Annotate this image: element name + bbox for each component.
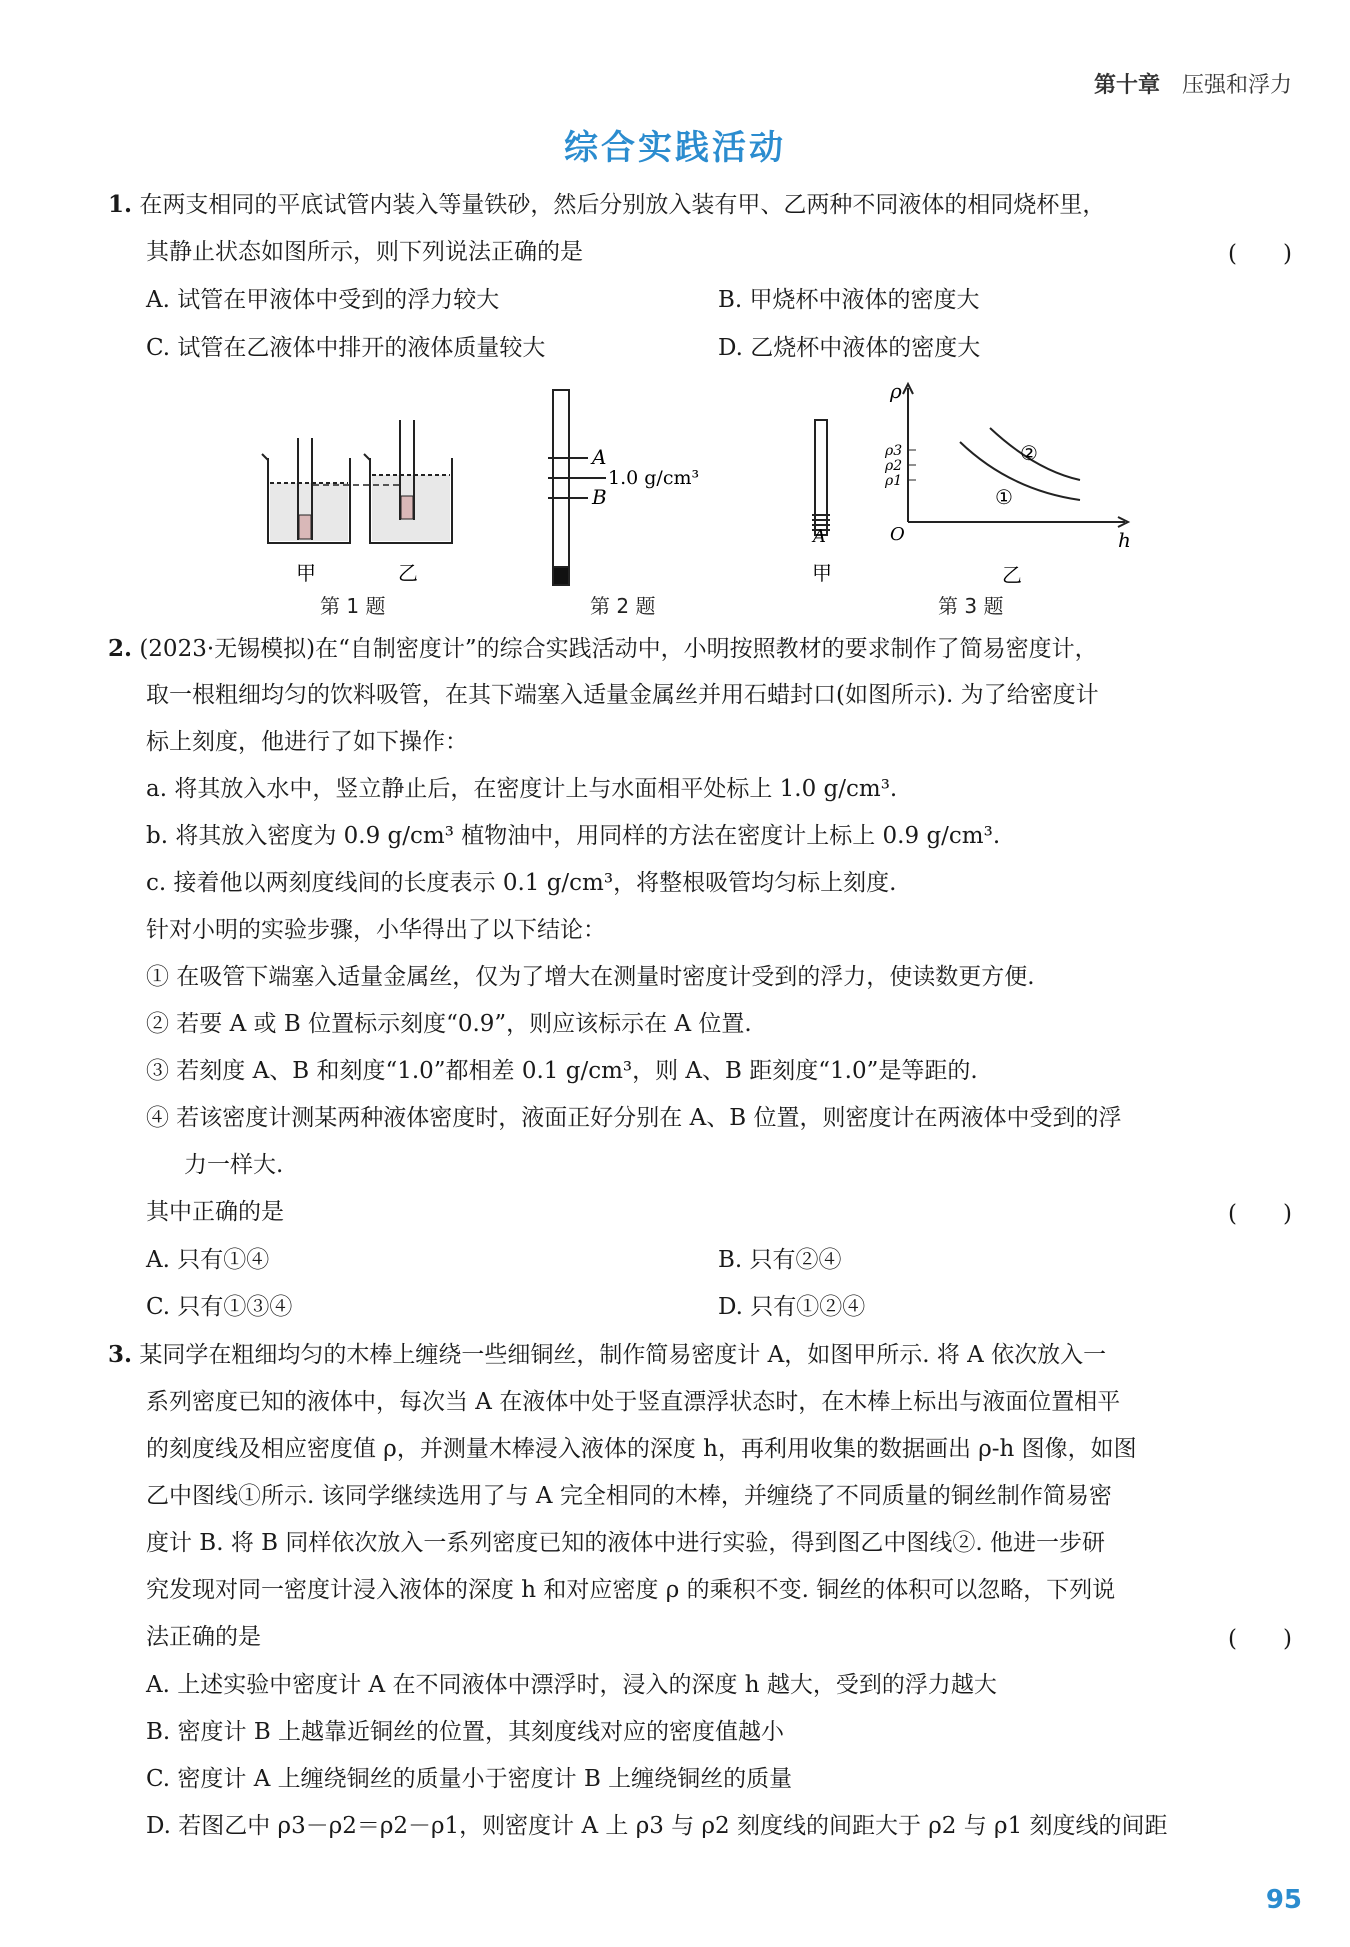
fig3-rho1: ρ1 bbox=[885, 473, 903, 489]
fig3-axis-rho: ρ bbox=[890, 380, 902, 403]
fig1-label-yi: 乙 bbox=[398, 561, 418, 585]
fig2-label-a: A bbox=[592, 445, 607, 469]
q3-option-a: A. 上述实验中密度计 A 在不同液体中漂浮时，浸入的深度 h 越大，受到的浮力越大 bbox=[146, 1672, 997, 1698]
fig2-label-mid: 1.0 g/cm³ bbox=[608, 467, 700, 489]
q2-answer-paren: ( ) bbox=[1228, 1201, 1292, 1227]
fig3-stick bbox=[812, 420, 830, 535]
q1-line2: 其静止状态如图所示，则下列说法正确的是 bbox=[146, 239, 583, 265]
chapter-number: 第十章 bbox=[1093, 73, 1160, 98]
q3-option-c: C. 密度计 A 上缠绕铜丝的质量小于密度计 B 上缠绕铜丝的质量 bbox=[146, 1766, 793, 1792]
q2-statement-2: ② 若要 A 或 B 位置标示刻度“0.9”，则应该标示在 A 位置. bbox=[146, 1011, 752, 1037]
q2-statement-1: ① 在吸管下端塞入适量金属丝，仅为了增大在测量时密度计受到的浮力，使读数更方便. bbox=[146, 964, 1035, 990]
q3-number: 3. bbox=[108, 1341, 133, 1368]
q3-line4: 乙中图线①所示. 该同学继续选用了与 A 完全相同的木棒，并缠绕了不同质量的铜丝制作简易密 bbox=[146, 1483, 1112, 1509]
q2-line2: 取一根粗细均匀的饮料吸管，在其下端塞入适量金属丝并用石蜡封口(如图所示). 为了给密度计 bbox=[146, 682, 1099, 708]
q2-step-b: b. 将其放入密度为 0.9 g/cm³ 植物油中，用同样的方法在密度计上标上 0.9 g/cm³. bbox=[146, 823, 1001, 849]
fig2-label-b: B bbox=[592, 485, 607, 509]
fig3-curve2-label: ② bbox=[1020, 441, 1038, 465]
chapter-header bbox=[1094, 68, 1292, 99]
q2-statement-3: ③ 若刻度 A、B 和刻度“1.0”都相差 0.1 g/cm³，则 A、B 距刻度“1.0”是等距的. bbox=[146, 1058, 978, 1084]
q2-step-c: c. 接着他以两刻度线间的长度表示 0.1 g/cm³，将整根吸管均匀标上刻度. bbox=[146, 870, 897, 896]
q1-option-b: B. 甲烧杯中液体的密度大 bbox=[718, 287, 980, 313]
q2-line3: 标上刻度，他进行了如下操作： bbox=[146, 729, 468, 755]
fig1-beakers bbox=[262, 420, 452, 543]
fig3-rho3: ρ3 bbox=[885, 443, 903, 459]
q2-number: 2. bbox=[108, 635, 133, 662]
fig3-axis-h: h bbox=[1118, 528, 1131, 552]
fig2-caption: 第 2 题 bbox=[590, 594, 656, 618]
fig3-label-a: A bbox=[813, 526, 826, 547]
q3-line7: 法正确的是 bbox=[146, 1624, 261, 1650]
fig3-label-jia: 甲 bbox=[812, 561, 832, 585]
q3-line6: 究发现对同一密度计浸入液体的深度 h 和对应密度 ρ 的乘积不变. 铜丝的体积可以忽略，下列说 bbox=[146, 1577, 1116, 1603]
page-number: 95 bbox=[1265, 1885, 1302, 1915]
fig1-caption: 第 1 题 bbox=[320, 594, 386, 618]
q2-intro: 针对小明的实验步骤，小华得出了以下结论： bbox=[146, 917, 606, 943]
q2-text-1: (2023·无锡模拟)在“自制密度计”的综合实践活动中，小明按照教材的要求制作了简易密度计， bbox=[139, 636, 1098, 662]
q2-statement-4b: 力一样大. bbox=[184, 1152, 284, 1178]
fig3-rho2: ρ2 bbox=[885, 458, 903, 474]
figures-row bbox=[0, 380, 1350, 620]
fig3-graph bbox=[903, 384, 1128, 527]
q3-line3: 的刻度线及相应密度值 ρ，并测量木棒浸入液体的深度 h，再利用收集的数据画出 ρ-h 图像，如图 bbox=[146, 1436, 1137, 1462]
q2-which: 其中正确的是 bbox=[146, 1199, 284, 1225]
q2-step-a: a. 将其放入水中，竖立静止后，在密度计上与水面相平处标上 1.0 g/cm³. bbox=[146, 776, 898, 802]
q3-line1 bbox=[108, 1338, 1106, 1372]
q2-option-a: A. 只有①④ bbox=[146, 1247, 270, 1273]
q3-answer-paren: ( ) bbox=[1228, 1626, 1292, 1652]
q1-line1 bbox=[108, 188, 1105, 222]
q2-option-c: C. 只有①③④ bbox=[146, 1294, 293, 1320]
fig3-curve1-label: ① bbox=[995, 485, 1013, 509]
q3-option-b: B. 密度计 B 上越靠近铜丝的位置，其刻度线对应的密度值越小 bbox=[146, 1719, 785, 1745]
q1-option-c: C. 试管在乙液体中排开的液体质量较大 bbox=[146, 335, 546, 361]
fig3-origin: O bbox=[890, 524, 905, 545]
fig1-label-jia: 甲 bbox=[296, 561, 316, 585]
q2-option-b: B. 只有②④ bbox=[718, 1247, 842, 1273]
q3-line2: 系列密度已知的液体中，每次当 A 在液体中处于竖直漂浮状态时，在木棒上标出与液面位置相平 bbox=[146, 1389, 1121, 1415]
q2-line1 bbox=[108, 632, 1098, 666]
q3-text-1: 某同学在粗细均匀的木棒上缠绕一些细铜丝，制作简易密度计 A，如图甲所示. 将 A 依次放入一 bbox=[139, 1342, 1107, 1368]
q1-option-d: D. 乙烧杯中液体的密度大 bbox=[718, 335, 981, 361]
q3-option-d: D. 若图乙中 ρ3－ρ2＝ρ2－ρ1，则密度计 A 上 ρ3 与 ρ2 刻度线的间距大于 ρ2 与 ρ1 刻度线的间距 bbox=[146, 1813, 1168, 1839]
q1-option-a: A. 试管在甲液体中受到的浮力较大 bbox=[146, 287, 500, 313]
fig3-caption: 第 3 题 bbox=[938, 594, 1004, 618]
q1-text-1: 在两支相同的平底试管内装入等量铁砂，然后分别放入装有甲、乙两种不同液体的相同烧杯里， bbox=[139, 192, 1106, 218]
chapter-title: 压强和浮力 bbox=[1181, 73, 1292, 98]
q1-number: 1. bbox=[108, 191, 133, 218]
q3-line5: 度计 B. 将 B 同样依次放入一系列密度已知的液体中进行实验，得到图乙中图线②. 他进一步研 bbox=[146, 1530, 1105, 1556]
page-title: 综合实践活动 bbox=[564, 128, 786, 168]
fig3-label-yi: 乙 bbox=[1002, 563, 1022, 587]
q2-option-d: D. 只有①②④ bbox=[718, 1294, 866, 1320]
q1-answer-paren: ( ) bbox=[1228, 241, 1292, 267]
q2-statement-4a: ④ 若该密度计测某两种液体密度时，液面正好分别在 A、B 位置，则密度计在两液体中受到的浮 bbox=[146, 1105, 1122, 1131]
